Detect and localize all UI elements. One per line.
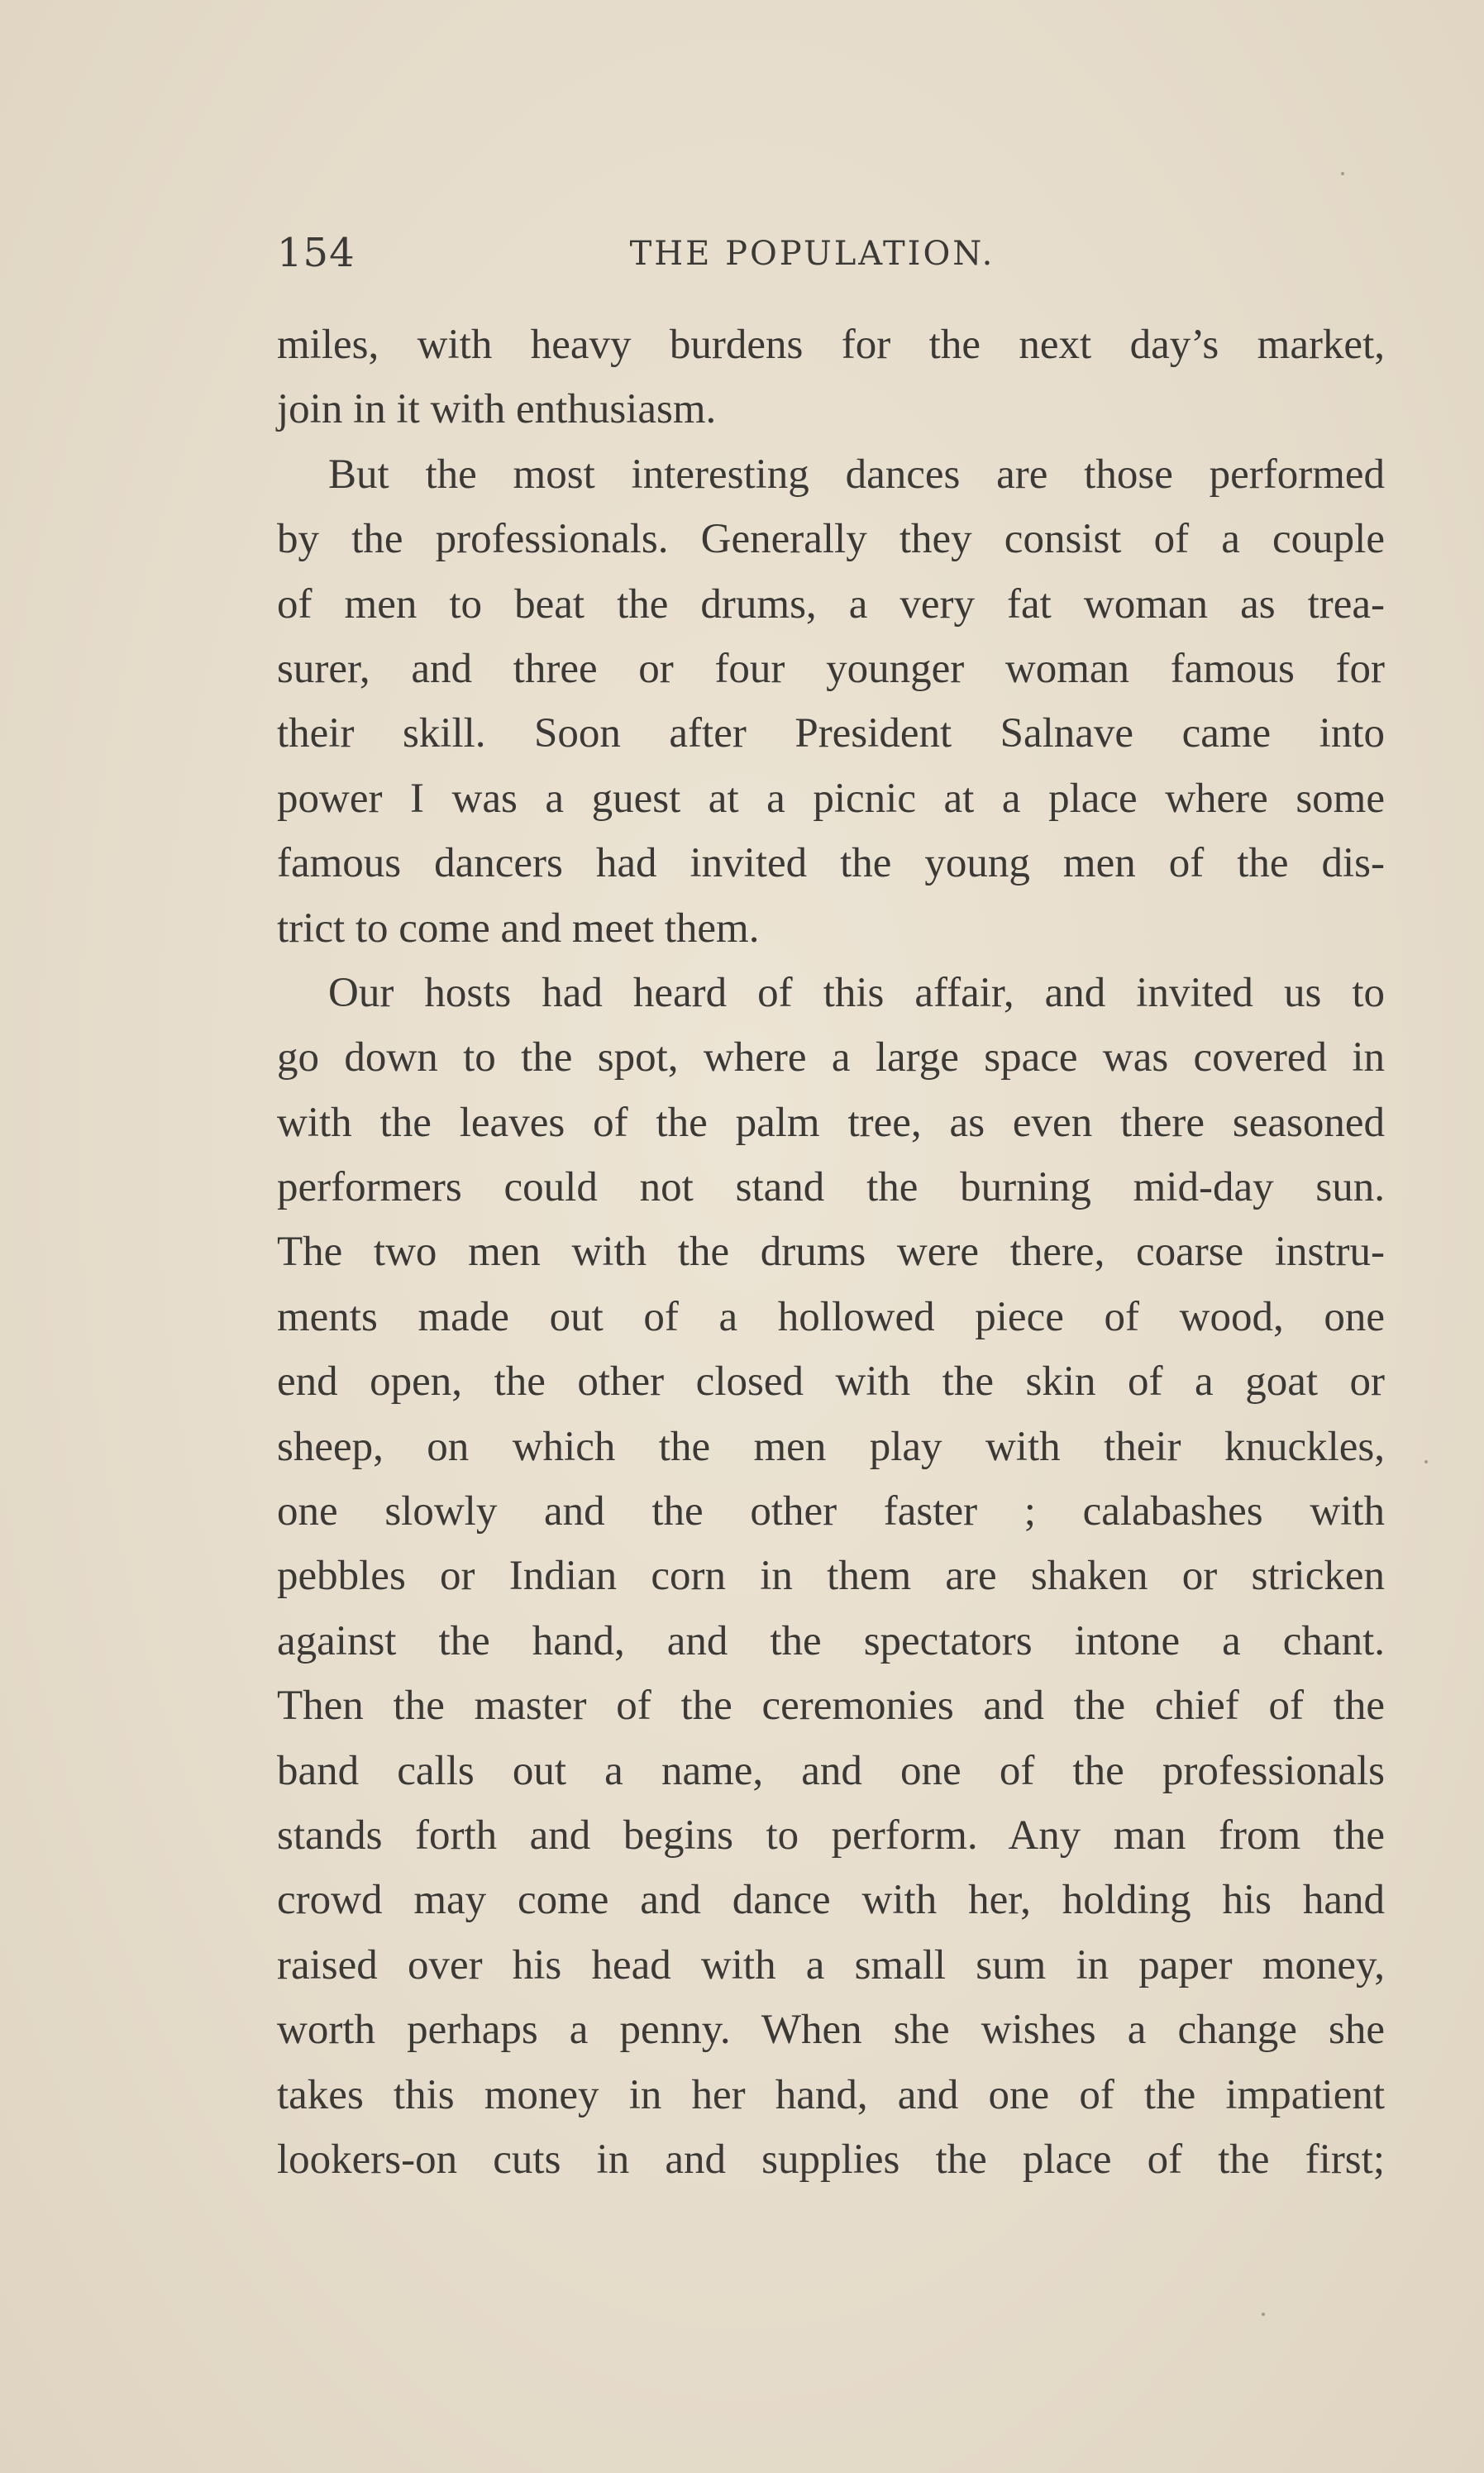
text-line: worth perhaps a penny. When she wishes a change she (277, 2007, 1385, 2054)
text-line: against the hand, and the spectators intone a chant. (277, 1617, 1385, 1664)
text-line: lookers-on cuts in and supplies the place of the first; (277, 2136, 1385, 2183)
text-line: trict to come and meet them. (277, 905, 760, 952)
body-text (277, 313, 1385, 2192)
page-header (277, 230, 1385, 288)
text-line: performers could not stand the burning mid-day sun. (277, 1164, 1385, 1211)
text-line: by the professionals. Generally they consist of a couple (277, 516, 1385, 563)
paper-speck (1341, 172, 1344, 175)
running-title: THE POPULATION. (629, 235, 995, 273)
text-line: The two men with the drums were there, coarse instru- (277, 1229, 1385, 1276)
text-line: pebbles or Indian corn in them are shaken or stricken (277, 1553, 1385, 1600)
text-line: famous dancers had invited the young men of the dis- (277, 840, 1385, 887)
text-line: their skill. Soon after President Salnave came into (277, 710, 1385, 757)
text-line: end open, the other closed with the skin of a goat or (277, 1358, 1385, 1406)
text-line: sheep, on which the men play with their knuckles, (277, 1423, 1385, 1470)
text-line: crowd may come and dance with her, holding his hand (277, 1877, 1385, 1924)
text-line: go down to the spot, where a large space was covered in (277, 1034, 1385, 1081)
text-line: Our hosts had heard of this affair, and invited us to (328, 969, 1385, 1016)
text-line: raised over his head with a small sum in paper money, (277, 1941, 1385, 1988)
paper-speck (1262, 2313, 1265, 2316)
text-line: ments made out of a hollowed piece of wood, one (277, 1293, 1385, 1340)
text-line: with the leaves of the palm tree, as even there seasoned (277, 1099, 1385, 1146)
text-line: band calls out a name, and one of the professionals (277, 1747, 1385, 1794)
text-line: takes this money in her hand, and one of the impatient (277, 2071, 1385, 2118)
text-line: stands forth and begins to perform. Any man from the (277, 1812, 1385, 1859)
text-line: one slowly and the other faster ; calabashes with (277, 1488, 1385, 1535)
text-line: join in it with enthusiasm. (277, 386, 717, 433)
text-line: power I was a guest at a picnic at a place where some (277, 775, 1385, 822)
paper-speck (1424, 1460, 1428, 1463)
text-line: surer, and three or four younger woman famous for (277, 645, 1385, 692)
text-line: miles, with heavy burdens for the next day’s market, (277, 322, 1385, 368)
text-line: of men to beat the drums, a very fat woman as trea- (277, 580, 1385, 628)
text-line: But the most interesting dances are those performed (328, 451, 1385, 498)
page-number: 154 (277, 230, 355, 276)
text-line: Then the master of the ceremonies and the chief of the (277, 1683, 1385, 1730)
